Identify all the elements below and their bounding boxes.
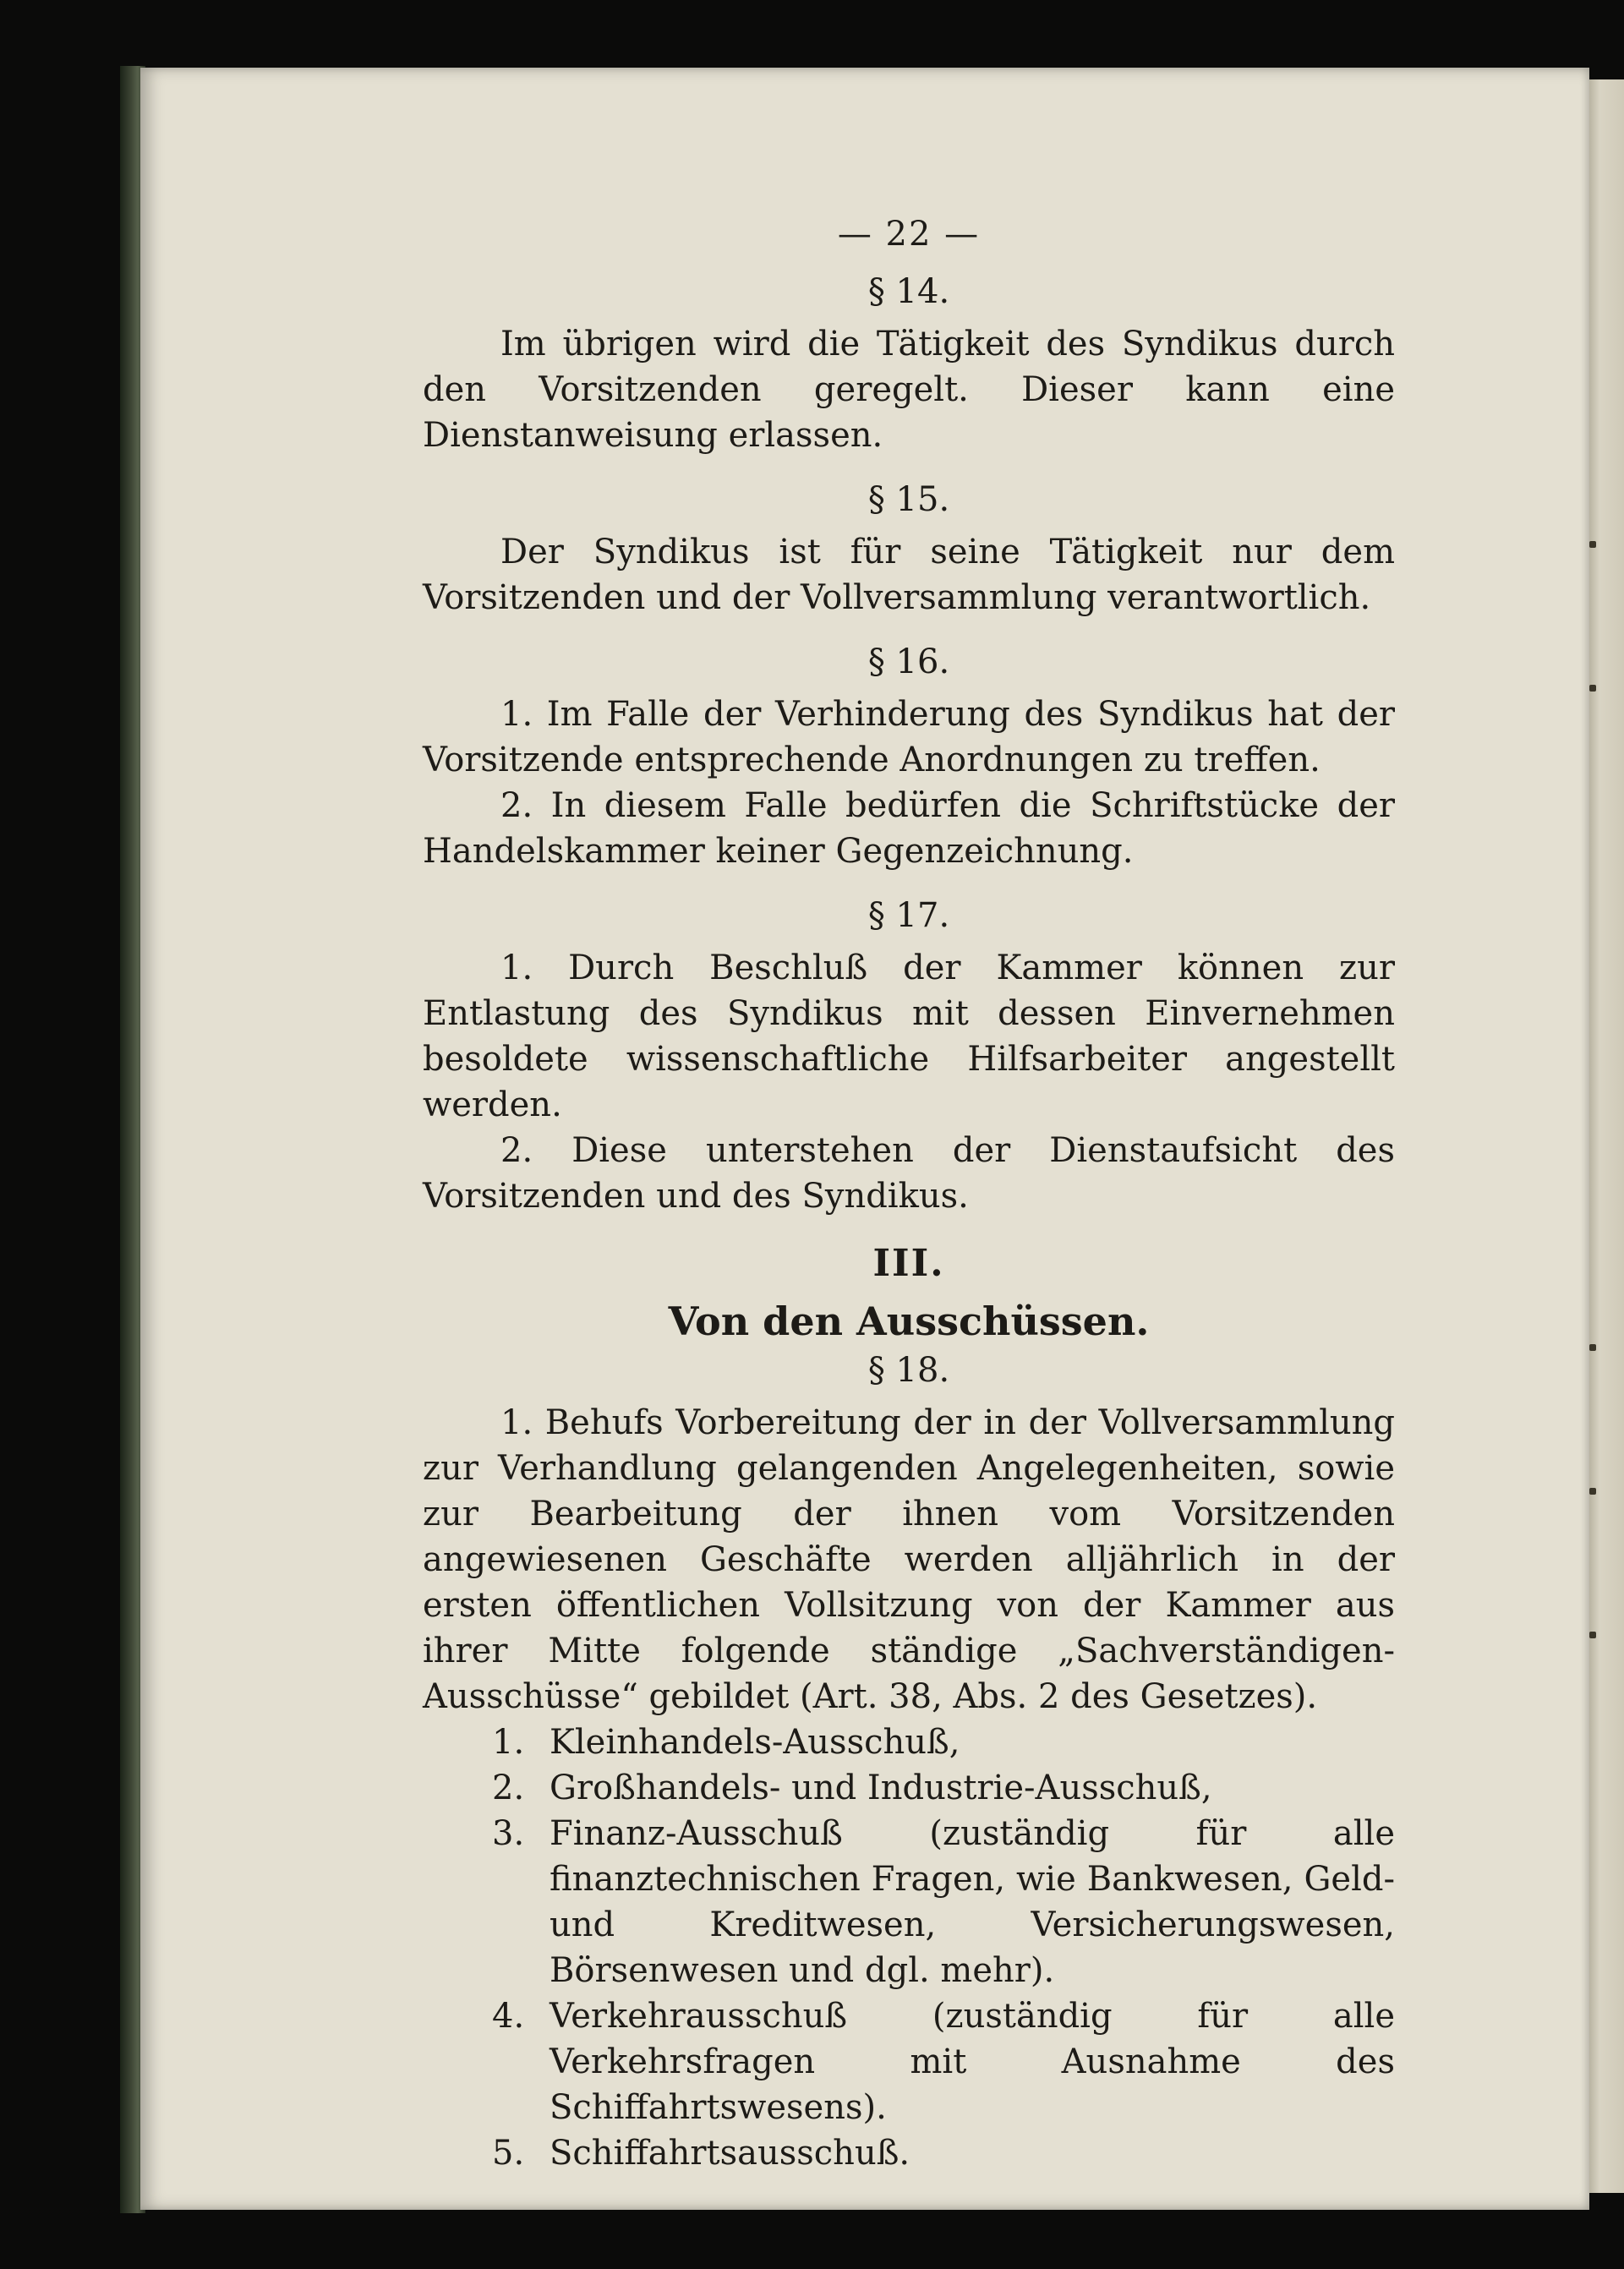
page-edge-mark — [1589, 1632, 1596, 1638]
list-item-text: Verkehrausschuß (zuständig für alle Verkehrsfragen mit Ausnahme des Schiffahrtswesens). — [550, 1997, 1395, 2127]
list-item-number: 3. — [492, 1814, 525, 1853]
section-17-paragraph-2: 2. Diese unterstehen der Dienstaufsicht des Vorsitzenden und des Syndikus. — [423, 1131, 1395, 1216]
section-15-heading: § 15. — [867, 480, 950, 519]
list-item-number: 4. — [492, 1997, 525, 2036]
page-edge — [1589, 79, 1624, 2193]
section-16-heading: § 16. — [867, 642, 950, 681]
section-16-paragraph-2: 2. In diesem Falle bedürfen die Schriftstücke der Handelskammer keiner Gegenzeichnung. — [423, 786, 1395, 871]
section-17-paragraph-1: 1. Durch Beschluß der Kammer können zur Entlastung des Syndikus mit dessen Einvernehmen besoldete wissenschaftliche Hilfsarbeiter angestellt werden. — [423, 949, 1395, 1124]
list-item-text: Schiffahrtsausschuß. — [550, 2134, 910, 2173]
chapter-numeral: III. — [872, 1242, 945, 1285]
page-edge-mark — [1589, 1488, 1596, 1495]
section-14-heading: § 14. — [867, 272, 950, 311]
page-number: — 22 — — [837, 215, 981, 254]
chapter-title: Von den Ausschüssen. — [668, 1299, 1150, 1344]
list-item-text: Finanz-Ausschuß (zuständig für alle finanztechnischen Fragen, wie Bankwesen, Geld- und Kreditwesen, Versicherungswesen, Börsenwesen und dgl. mehr). — [550, 1814, 1395, 1990]
list-item-number: 2. — [492, 1769, 525, 1807]
list-item-text: Großhandels- und Industrie-Ausschuß, — [550, 1769, 1212, 1807]
list-item-number: 1. — [492, 1723, 525, 1762]
section-17-heading: § 17. — [867, 896, 950, 935]
section-18-heading: § 18. — [867, 1351, 950, 1390]
list-item — [423, 1993, 1395, 2130]
page-edge-mark — [1589, 1344, 1596, 1351]
list-item-number: 5. — [492, 2134, 525, 2173]
page-edge-mark — [1589, 541, 1596, 548]
list-item — [423, 1720, 1395, 1765]
list-item — [423, 2130, 1395, 2176]
committee-list — [423, 1720, 1395, 2176]
list-item-text: Kleinhandels-Ausschuß, — [550, 1723, 960, 1762]
page-edge-mark — [1589, 685, 1596, 692]
section-18-intro: 1. Behufs Vorbereitung der in der Vollversammlung zur Verhandlung gelangenden Angelegenheiten, sowie zur Bearbeitung der ihnen vom Vorsitzenden angewiesenen Geschäfte werden alljährlich in der ersten öffentlichen Vollsitzung von der Kammer aus ihrer Mitte folgende ständige „Sachverständigen-Ausschüsse“ gebildet (Art. 38, Abs. 2 des Gesetzes). — [423, 1403, 1395, 1716]
section-14-text: Im übrigen wird die Tätigkeit des Syndikus durch den Vorsitzenden geregelt. Dieser kann eine Dienstanweisung erlassen. — [423, 325, 1395, 455]
section-15-text: Der Syndikus ist für seine Tätigkeit nur dem Vorsitzenden und der Vollversammlung verantwortlich. — [423, 533, 1395, 617]
list-item — [423, 1765, 1395, 1811]
section-16-paragraph-1: 1. Im Falle der Verhinderung des Syndikus hat der Vorsitzende entsprechende Anordnungen zu treffen. — [423, 695, 1395, 779]
page-content — [423, 211, 1395, 2176]
list-item — [423, 1811, 1395, 1993]
